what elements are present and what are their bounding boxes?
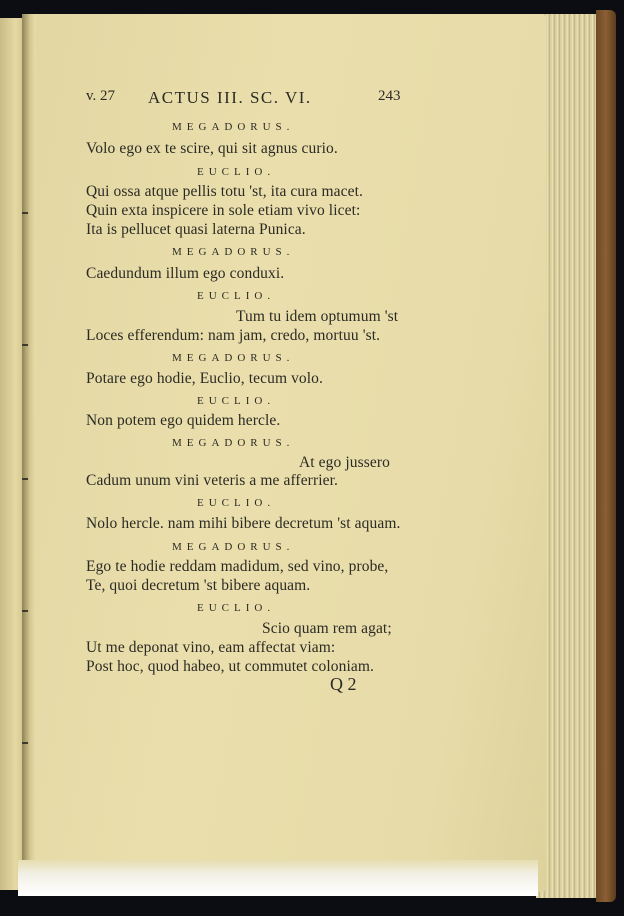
verse-line: Tum tu idem optumum 'st (236, 308, 399, 325)
verse-line: Post hoc, quod habeo, ut commutet coloniam. (86, 658, 374, 675)
speaker-name: MEGADORUS. (172, 437, 295, 449)
speaker-name: MEGADORUS. (172, 352, 295, 364)
verse-line: Volo ego ex te scire, qui sit agnus curio. (86, 140, 338, 157)
verse-line: Qui ossa atque pellis totu 'st, ita cura macet. (86, 183, 363, 200)
verse-line: Ita is pellucet quasi laterna Punica. (86, 221, 306, 238)
verse-line: Potare ego hodie, Euclio, tecum volo. (86, 370, 324, 387)
binding-mark (22, 212, 28, 214)
running-title: ACTUS III. SC. VI. (148, 88, 312, 107)
verse-line: Loces efferendum: nam jam, credo, mortuu 'st. (86, 327, 381, 344)
binding-mark (22, 478, 28, 480)
book-gutter (22, 14, 36, 894)
verse-line: Te, quoi decretum 'st bibere aquam. (86, 577, 311, 594)
verse-line: Ego te hodie reddam madidum, sed vino, probe, (86, 558, 389, 575)
verse-line: Scio quam rem agat; (262, 620, 392, 637)
verse-reference: v. 27 (86, 88, 116, 104)
book-cover-edge (596, 10, 616, 902)
binding-mark (22, 344, 28, 346)
verse-line: Ut me deponat vino, eam affectat viam: (86, 639, 336, 656)
speaker-name: MEGADORUS. (172, 121, 295, 133)
speaker-name: EUCLIO. (197, 290, 276, 302)
verse-line: Caedundum illum ego conduxi. (86, 265, 285, 282)
speaker-name: EUCLIO. (197, 602, 276, 614)
page-bottom-edge (18, 860, 538, 896)
speaker-name: MEGADORUS. (172, 541, 295, 553)
verse-line: Nolo hercle. nam mihi bibere decretum 'st aquam. (86, 515, 401, 532)
page-number: 243 (378, 88, 401, 104)
binding-mark (22, 610, 28, 612)
speaker-name: EUCLIO. (197, 497, 276, 509)
verse-line: Non potem ego quidem hercle. (86, 412, 281, 429)
verse-line: At ego jussero (299, 454, 390, 471)
verse-line: Quin exta inspicere in sole etiam vivo licet: (86, 202, 361, 219)
catchword-signature: Q 2 (330, 674, 357, 694)
speaker-name: EUCLIO. (197, 166, 276, 178)
speaker-name: MEGADORUS. (172, 246, 295, 258)
binding-mark (22, 742, 28, 744)
verse-line: Cadum unum vini veteris a me afferrier. (86, 472, 338, 489)
speaker-name: EUCLIO. (197, 395, 276, 407)
